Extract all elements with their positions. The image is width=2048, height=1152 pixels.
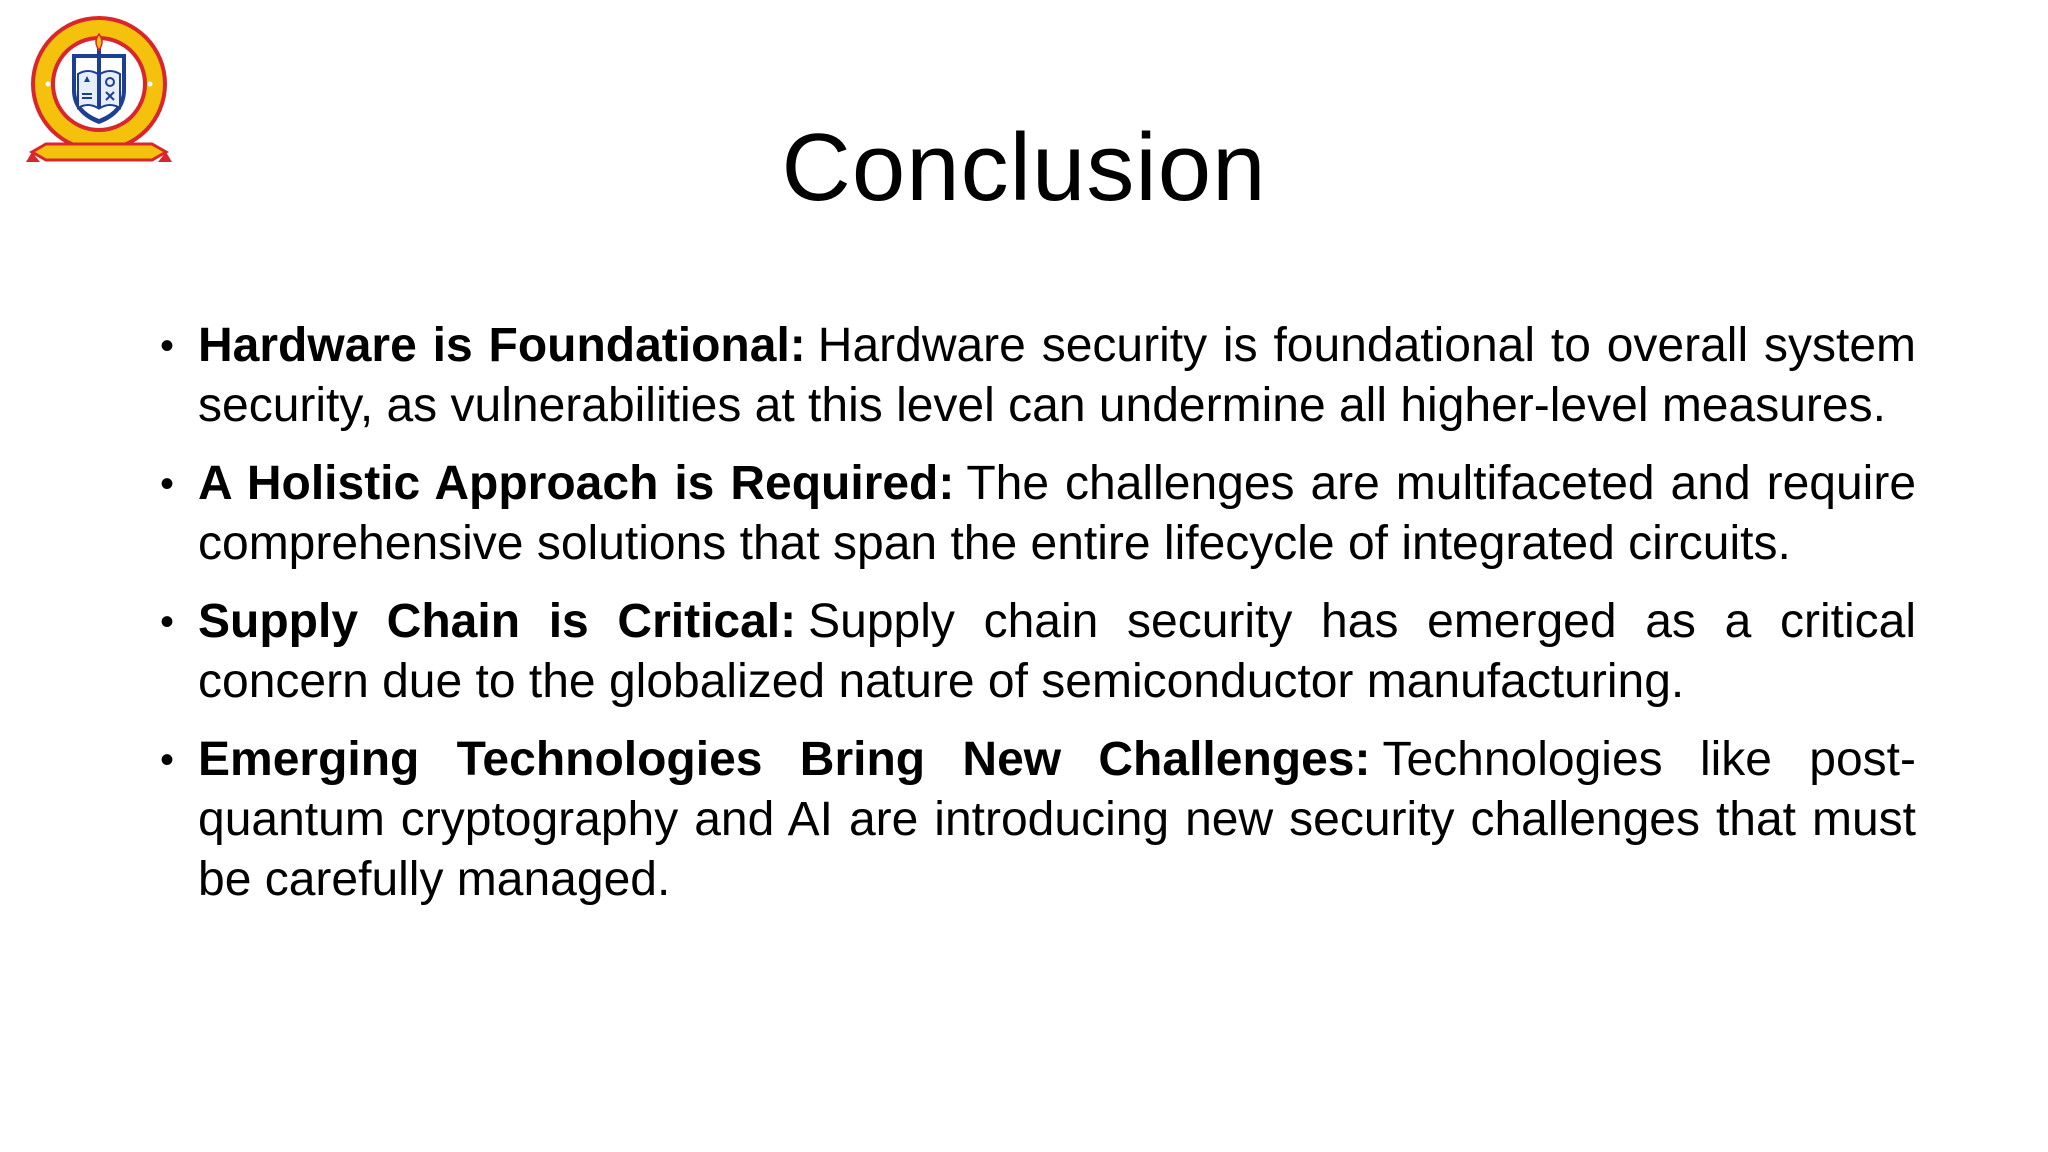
bullet-body-text: Technologies like post-quantum cryptography and AI are introducing new security challenges that must be carefully managed. [198,733,1916,906]
bullet-item [158,316,1916,436]
bullet-dot-icon: • [160,738,175,782]
bullet-lead-text: Hardware is Foundational: [198,319,806,372]
bullet-dot-icon: • [160,462,175,506]
bullet-item [158,454,1916,574]
bullet-body-text: The challenges are multifaceted and require comprehensive solutions that span the entire lifecycle of integrated circuits. [198,457,1917,570]
bullet-item [158,730,1916,910]
bullet-body-text: Supply chain security has emerged as a critical concern due to the globalized nature of semiconductor manufacturing. [198,595,1916,708]
conclusion-bullet-list [158,316,1916,928]
bullet-lead-text: Emerging Technologies Bring New Challenges: [198,733,1371,786]
bullet-item [158,592,1916,712]
bullet-dot-icon: • [160,600,175,644]
bullet-body-text: Hardware security is foundational to overall system security, as vulnerabilities at this level can undermine all higher-level measures. [198,319,1917,432]
bullet-lead-text: Supply Chain is Critical: [198,595,797,648]
slide-title: Conclusion [781,114,1267,221]
bullet-lead-text: A Holistic Approach is Required: [198,457,955,510]
bullet-dot-icon: • [160,324,175,368]
